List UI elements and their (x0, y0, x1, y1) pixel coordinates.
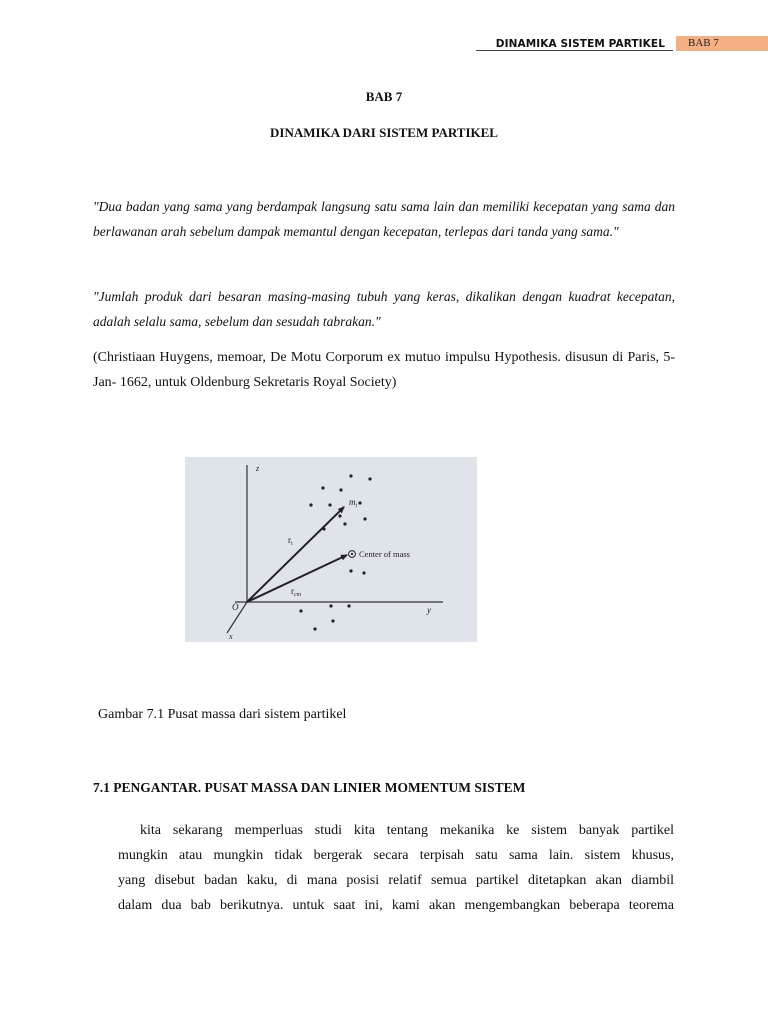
chapter-number: BAB 7 (365, 89, 403, 104)
particle (362, 571, 365, 574)
section-paragraph (118, 818, 674, 918)
running-header (0, 35, 768, 51)
particle (331, 619, 334, 622)
r-i-label-main: r (288, 535, 291, 545)
particle (368, 477, 371, 480)
quote-2: "Jumlah produk dari besaran masing-masing tubuh yang keras, dikalikan dengan kuadrat kecepatan, adalah selalu sama, sebelum dan sesudah tabrakan." (93, 289, 675, 329)
particle (358, 501, 361, 504)
particle (338, 514, 341, 517)
particle (347, 604, 350, 607)
particle (349, 569, 352, 572)
r-cm-label (291, 586, 302, 598)
particle (321, 486, 324, 489)
z-axis-label: z (256, 464, 260, 473)
particle (349, 474, 352, 477)
r-i-label (288, 535, 293, 547)
r-i-label-subscript: i (291, 541, 293, 547)
particle (328, 503, 331, 506)
r-i-vector (247, 507, 344, 602)
mass-label-subscript: i (355, 503, 358, 509)
center-of-mass-diagram (185, 457, 477, 642)
center-of-mass-label: Center of mass (359, 549, 410, 559)
section-heading: 7.1 PENGANTAR. PUSAT MASSA DAN LINIER MOMENTUM SISTEM (93, 780, 526, 795)
quote-citation: (Christiaan Huygens, memoar, De Motu Corporum ex mutuo impulsu Hypothesis. disusun di Paris, 5-Jan- 1662, untuk Oldenburg Sekretaris Royal Society) (93, 350, 675, 390)
chapter-badge: BAB 7 (676, 36, 768, 51)
quote-1: "Dua badan yang sama yang berdampak langsung satu sama lain dan memiliki kecepatan yang sama dan berlawanan arah sebelum dampak memantul dengan kecepatan, terlepas dari tanda yang sama." (93, 199, 675, 239)
particle (339, 488, 342, 491)
paragraph-line: yang disebut badan kaku, di mana posisi relatif semua partikel ditetapkan akan diambil (118, 873, 674, 888)
header-rule (476, 50, 673, 51)
figure-caption: Gambar 7.1 Pusat massa dari sistem partikel (98, 707, 347, 722)
mass-label (349, 497, 358, 509)
running-header-title: DINAMIKA SISTEM PARTIKEL (495, 38, 665, 50)
particle (313, 627, 316, 630)
paragraph-line: dalam dua bab berikutnya. untuk saat ini, kami akan mengembangkan beberapa teorema (118, 898, 674, 913)
chapter-title: DINAMIKA DARI SISTEM PARTIKEL (270, 125, 498, 140)
mass-label-main: m (349, 497, 356, 507)
center-of-mass-dot (351, 553, 353, 555)
origin-label: O (232, 602, 239, 612)
x-axis-label: x (229, 632, 233, 641)
y-axis-label: y (427, 605, 431, 615)
paragraph-line: mungkin atau mungkin tidak bergerak secara terpisah satu sama lain. sistem khusus, (118, 848, 674, 863)
particle (329, 604, 332, 607)
center-of-mass-figure (185, 457, 477, 642)
paragraph-line: kita sekarang memperluas studi kita tentang mekanika ke sistem banyak partikel (140, 823, 674, 838)
r-cm-label-subscript: cm (294, 592, 301, 598)
particle (343, 522, 346, 525)
r-cm-label-main: r (291, 586, 294, 596)
particle (309, 503, 312, 506)
particle (322, 527, 325, 530)
particle (299, 609, 302, 612)
particle (363, 517, 366, 520)
